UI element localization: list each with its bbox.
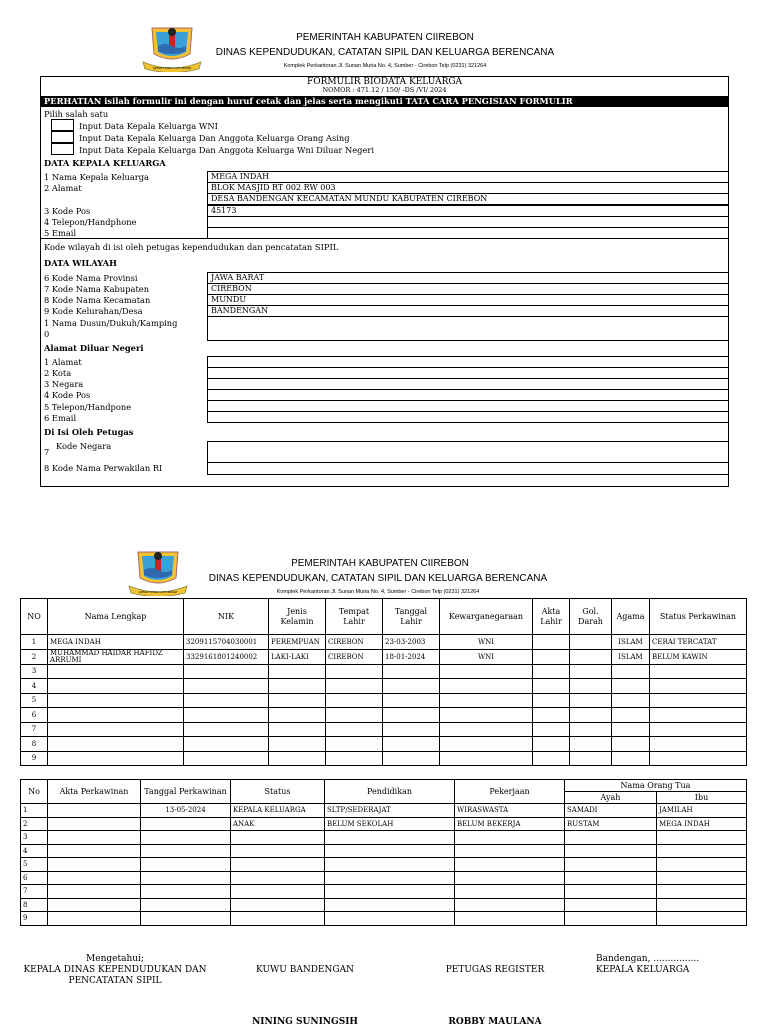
t2-cell[interactable] [325, 844, 455, 858]
t1-cell[interactable] [612, 708, 650, 723]
t1-cell[interactable] [440, 708, 533, 723]
t1-cell[interactable]: 4 [21, 679, 48, 694]
wilayah-section-title: DATA WILAYAH [44, 258, 117, 268]
t2-cell[interactable] [48, 817, 141, 831]
kuwu-name: NINING SUNINGSIH [252, 1017, 358, 1027]
regency-field[interactable]: CIREBON [207, 283, 729, 295]
t1-cell[interactable] [533, 722, 570, 737]
t1-cell[interactable] [269, 751, 326, 766]
table-row [21, 737, 747, 752]
t1-cell[interactable]: MEGA INDAH [48, 635, 184, 650]
t2-cell[interactable]: 1 [21, 804, 48, 818]
t1-cell[interactable] [269, 737, 326, 752]
svg-text:GEMAH RIPAH LOH JINAWI: GEMAH RIPAH LOH JINAWI [152, 66, 192, 70]
t1-cell[interactable]: BELUM KAWIN [650, 649, 747, 664]
t2-cell[interactable]: 9 [21, 912, 48, 926]
petugas-label-8: 8 Kode Nama Perwakilan RI [44, 463, 163, 473]
t1-cell[interactable] [570, 737, 612, 752]
t1-cell[interactable] [326, 737, 383, 752]
place-date-label: Bandengan, ................ [596, 954, 700, 964]
t2-cell[interactable] [231, 898, 325, 912]
luar-label-3: 3 Negara [44, 379, 84, 389]
form-number: NOMOR : 471.12 / 150/ -DS /VI/ 2024 [322, 86, 447, 94]
t2-cell[interactable]: RUSTAM [565, 817, 657, 831]
t1-cell[interactable]: WNI [440, 649, 533, 664]
t1-cell[interactable] [440, 722, 533, 737]
t1-cell[interactable] [440, 751, 533, 766]
t1-cell[interactable] [184, 751, 269, 766]
t2-head-ibu: Ibu [657, 792, 747, 804]
t1-cell[interactable] [269, 722, 326, 737]
district-field[interactable]: MUNDU [207, 294, 729, 306]
t2-cell[interactable]: SLTP/SEDERAJAT [325, 804, 455, 818]
kepala-dinas-label-1: KEPALA DINAS KEPENDUDUKAN DAN [23, 965, 207, 975]
t2-cell[interactable]: 2 [21, 817, 48, 831]
luar-label-1: 1 Alamat [44, 357, 82, 367]
t1-cell[interactable] [48, 664, 184, 679]
t2-head-ayah: Ayah [565, 792, 657, 804]
t2-cell[interactable] [455, 844, 565, 858]
t1-cell[interactable] [184, 722, 269, 737]
t1-cell[interactable] [48, 737, 184, 752]
table-row [21, 708, 747, 723]
t1-cell[interactable] [48, 722, 184, 737]
t1-cell[interactable] [269, 664, 326, 679]
table-row [21, 635, 747, 650]
table-row [21, 693, 747, 708]
t1-cell[interactable] [383, 708, 440, 723]
wilayah-label-8: 8 Kode Nama Kecamatan [44, 295, 151, 305]
t2-cell[interactable] [141, 912, 231, 926]
t1-cell[interactable] [533, 737, 570, 752]
t1-cell[interactable] [326, 664, 383, 679]
t1-cell[interactable] [440, 679, 533, 694]
t2-cell[interactable] [141, 831, 231, 845]
wilayah-label-6: 6 Kode Nama Provinsi [44, 273, 138, 283]
t2-cell[interactable] [565, 871, 657, 885]
kepala-label-5: 5 Email [44, 228, 77, 238]
t1-cell[interactable] [48, 693, 184, 708]
t2-cell[interactable] [657, 831, 747, 845]
t1-cell[interactable]: 3 [21, 664, 48, 679]
table-row [21, 885, 747, 899]
kepala-label-3: 3 Kode Pos [44, 206, 91, 216]
regency-logo-icon [139, 24, 205, 72]
t1-cell[interactable] [570, 635, 612, 650]
wilayah-label-10-suffix: 0 [44, 329, 50, 339]
t1-cell[interactable] [612, 693, 650, 708]
luar-label-5: 5 Telepon/Handpone [44, 402, 132, 412]
header-line3: Komplek Perkantoran Jl. Sunan Muria No. 4, Sumber - Cirebon Telp (0231) 321264 [283, 63, 487, 69]
t1-head-3: Jenis Kelamin [269, 599, 326, 635]
t1-cell[interactable] [326, 722, 383, 737]
t2-cell[interactable] [325, 858, 455, 872]
header2-line3: Komplek Perkantoran Jl. Sunan Muria No. 4, Sumber - Cirebon Telp (0231) 321264 [276, 589, 480, 595]
t2-cell[interactable] [325, 831, 455, 845]
t1-cell[interactable] [650, 708, 747, 723]
hamlet-field[interactable] [207, 316, 729, 341]
t1-cell[interactable] [612, 737, 650, 752]
t2-head-status: Status [231, 780, 325, 804]
t1-cell[interactable]: 7 [21, 722, 48, 737]
luar-label-2: 2 Kota [44, 368, 72, 378]
t2-cell[interactable]: WIRASWASTA [455, 804, 565, 818]
t2-cell[interactable] [48, 804, 141, 818]
t1-cell[interactable] [570, 708, 612, 723]
table-row [21, 817, 747, 831]
table-row [21, 831, 747, 845]
t2-cell[interactable] [48, 912, 141, 926]
t2-cell[interactable] [231, 871, 325, 885]
t1-cell[interactable] [326, 708, 383, 723]
t1-cell[interactable]: 23-03-2003 [383, 635, 440, 650]
t2-cell[interactable]: 3 [21, 831, 48, 845]
t1-cell[interactable] [440, 693, 533, 708]
t1-cell[interactable] [184, 679, 269, 694]
t1-cell[interactable] [383, 679, 440, 694]
kepala-postcode-field[interactable]: 45173 [207, 205, 729, 217]
t1-cell[interactable] [383, 693, 440, 708]
petugas-label-7-number: 7 [44, 447, 50, 457]
t1-head-7: Akta Lahir [533, 599, 570, 635]
kepala-address-field-1[interactable]: BLOK MASJID RT 002 RW 003 [207, 182, 729, 194]
t2-cell[interactable] [455, 898, 565, 912]
t2-cell[interactable] [455, 885, 565, 899]
t2-cell[interactable]: BELUM SEKOLAH [325, 817, 455, 831]
t2-cell[interactable]: JAMILAH [657, 804, 747, 818]
header2-line1: PEMERINTAH KABUPATEN CIIREBON [291, 558, 469, 569]
luar-section-title: Alamat Diluar Negeri [44, 343, 144, 353]
table-row [21, 844, 747, 858]
t2-cell[interactable] [657, 898, 747, 912]
t2-cell[interactable]: ANAK [231, 817, 325, 831]
t2-cell[interactable] [141, 858, 231, 872]
kepala-keluarga-label: KEPALA KELUARGA [596, 965, 690, 975]
t1-cell[interactable] [48, 708, 184, 723]
option-label-1: Input Data Kepala Keluarga WNI [79, 121, 218, 131]
t1-cell[interactable]: 18-01-2024 [383, 649, 440, 664]
kuwu-label: KUWU BANDENGAN [256, 965, 354, 975]
t1-cell[interactable] [650, 737, 747, 752]
t1-head-1: Nama Lengkap [48, 599, 184, 635]
t1-cell[interactable] [326, 751, 383, 766]
t1-cell[interactable] [650, 664, 747, 679]
t2-cell[interactable] [657, 844, 747, 858]
petugas-name: ROBBY MAULANA [448, 1017, 542, 1027]
t2-cell[interactable] [455, 912, 565, 926]
t1-cell[interactable]: WNI [440, 635, 533, 650]
t1-cell[interactable] [612, 722, 650, 737]
t2-head-orang-tua: Nama Orang Tua [565, 780, 747, 792]
t1-cell[interactable]: MUHAMMAD HAIDAR HAFIDZ ARRUMI [48, 649, 184, 664]
t1-cell[interactable] [269, 693, 326, 708]
t1-cell[interactable] [612, 664, 650, 679]
t2-cell[interactable] [48, 831, 141, 845]
t1-cell[interactable]: 3209115704030001 [184, 635, 269, 650]
t1-cell[interactable] [570, 649, 612, 664]
t1-cell[interactable] [383, 722, 440, 737]
t1-cell[interactable] [650, 751, 747, 766]
t1-head-2: NIK [184, 599, 269, 635]
t1-cell[interactable] [533, 635, 570, 650]
t1-cell[interactable]: 9 [21, 751, 48, 766]
t1-head-0: NO [21, 599, 48, 635]
t2-cell[interactable]: 7 [21, 885, 48, 899]
representative-code-field[interactable] [207, 462, 729, 475]
t2-head-pendidikan: Pendidikan [325, 780, 455, 804]
t1-cell[interactable] [440, 664, 533, 679]
family-members-table [20, 598, 747, 766]
t1-cell[interactable] [612, 679, 650, 694]
header-line2: DINAS KEPENDUDUKAN, CATATAN SIPIL DAN KELUARGA BERENCANA [215, 47, 555, 58]
t2-cell[interactable] [455, 858, 565, 872]
notice-bar: PERHATIAN isilah formulir ini dengan huruf cetak dan jelas serta mengikuti TATA CARA PENGISIAN FORMULIR [40, 96, 729, 107]
t1-cell[interactable]: 3329161801240002 [184, 649, 269, 664]
table2-header-row [21, 780, 747, 792]
table-row [21, 858, 747, 872]
t2-cell[interactable] [325, 898, 455, 912]
t1-cell[interactable] [570, 679, 612, 694]
t1-cell[interactable]: 1 [21, 635, 48, 650]
t2-cell[interactable]: 4 [21, 844, 48, 858]
wilayah-label-10: 1 Nama Dusun/Dukuh/Kamping [44, 318, 178, 328]
t1-cell[interactable]: ISLAM [612, 649, 650, 664]
table-row [21, 871, 747, 885]
t1-cell[interactable] [533, 693, 570, 708]
t2-cell[interactable] [325, 871, 455, 885]
table-row [21, 649, 747, 664]
t2-cell[interactable]: BELUM BEKERJA [455, 817, 565, 831]
t1-cell[interactable] [48, 679, 184, 694]
t2-cell[interactable] [141, 844, 231, 858]
t2-cell[interactable] [48, 844, 141, 858]
table-row [21, 722, 747, 737]
t2-cell[interactable] [48, 898, 141, 912]
t2-cell[interactable] [231, 912, 325, 926]
kepala-label-1: 1 Nama Kepala Keluarga [44, 172, 150, 182]
t2-cell[interactable] [565, 844, 657, 858]
t2-head-akta: Akta Perkawinan [48, 780, 141, 804]
petugas-register-label: PETUGAS REGISTER [445, 965, 545, 975]
option-label-3: Input Data Kepala Keluarga Dan Anggota Keluarga Wni Diluar Negeri [79, 145, 375, 155]
mengetahui-label: Mengetahui; [86, 954, 144, 964]
t1-head-4: Tempat Lahir [326, 599, 383, 635]
table-row [21, 804, 747, 818]
regency-logo-icon-2 [125, 548, 191, 596]
t1-cell[interactable]: 2 [21, 649, 48, 664]
t1-cell[interactable] [184, 693, 269, 708]
t2-cell[interactable] [141, 871, 231, 885]
t2-cell[interactable] [141, 885, 231, 899]
t2-cell[interactable] [48, 858, 141, 872]
t1-cell[interactable] [570, 693, 612, 708]
t1-cell[interactable] [326, 679, 383, 694]
t1-head-10: Status Perkawinan [650, 599, 747, 635]
t1-cell[interactable]: 5 [21, 693, 48, 708]
t2-cell[interactable] [565, 831, 657, 845]
table-row [21, 898, 747, 912]
luar-email-field[interactable] [207, 411, 729, 423]
t1-cell[interactable] [533, 679, 570, 694]
t2-cell[interactable] [141, 898, 231, 912]
t1-cell[interactable] [650, 679, 747, 694]
t1-cell[interactable]: CERAI TERCATAT [650, 635, 747, 650]
t2-cell[interactable] [48, 871, 141, 885]
option-label-2: Input Data Kepala Keluarga Dan Anggota Keluarga Orang Asing [79, 133, 350, 143]
option-checkbox-3[interactable] [51, 143, 74, 155]
luar-label-6: 6 Email [44, 413, 77, 423]
wilayah-label-7: 7 Kode Nama Kabupaten [44, 284, 150, 294]
t2-head-pekerjaan: Pekerjaan [455, 780, 565, 804]
t2-cell[interactable]: KEPALA KELUARGA [231, 804, 325, 818]
option-checkbox-1[interactable] [51, 119, 74, 131]
t2-cell[interactable] [565, 885, 657, 899]
table1-header-row [21, 599, 747, 635]
kepala-label-4: 4 Telepon/Handphone [44, 217, 137, 227]
country-code-field[interactable] [207, 441, 729, 463]
header2-line2: DINAS KEPENDUDUKAN, CATATAN SIPIL DAN KELUARGA BERENCANA [208, 573, 548, 584]
t1-cell[interactable]: ISLAM [612, 635, 650, 650]
t2-cell[interactable]: SAMADI [565, 804, 657, 818]
t2-cell[interactable] [231, 885, 325, 899]
kepala-label-2: 2 Alamat [44, 183, 82, 193]
t1-cell[interactable] [533, 664, 570, 679]
t1-cell[interactable]: PEREMPUAN [269, 635, 326, 650]
t1-cell[interactable] [383, 751, 440, 766]
t2-cell[interactable]: 8 [21, 898, 48, 912]
t1-cell[interactable] [269, 679, 326, 694]
t1-cell[interactable] [612, 751, 650, 766]
option-checkbox-2[interactable] [51, 131, 74, 143]
kode-note: Kode wilayah di isi oleh petugas kependudukan dan pencatatan SIPIL [44, 242, 339, 252]
form-title: FORMULIR BIODATA KELUARGA [306, 77, 463, 87]
t1-cell[interactable] [570, 722, 612, 737]
t2-cell[interactable] [231, 831, 325, 845]
petugas-section-title: Di Isi Oleh Petugas [44, 427, 134, 437]
t1-cell[interactable] [326, 693, 383, 708]
t1-cell[interactable] [533, 708, 570, 723]
t2-cell[interactable] [231, 858, 325, 872]
t1-cell[interactable] [269, 708, 326, 723]
t2-cell[interactable] [657, 871, 747, 885]
t2-cell[interactable] [657, 858, 747, 872]
t2-cell[interactable] [231, 844, 325, 858]
t1-head-9: Agama [612, 599, 650, 635]
t1-cell[interactable] [383, 664, 440, 679]
t1-cell[interactable] [184, 737, 269, 752]
kepala-name-field[interactable]: MEGA INDAH [207, 171, 729, 183]
table-row [21, 679, 747, 694]
t2-cell[interactable] [455, 831, 565, 845]
t2-cell[interactable] [657, 885, 747, 899]
kepala-address-field-2[interactable]: DESA BANDENGAN KECAMATAN MUNDU KABUPATEN CIREBON [207, 193, 729, 205]
province-field[interactable]: JAWA BARAT [207, 272, 729, 284]
t2-cell[interactable] [455, 871, 565, 885]
t1-cell[interactable] [570, 751, 612, 766]
svg-text:GEMAH RIPAH LOH JINAWI: GEMAH RIPAH LOH JINAWI [138, 590, 178, 594]
t2-cell[interactable] [565, 898, 657, 912]
t1-head-6: Kewarganegaraan [440, 599, 533, 635]
t1-cell[interactable] [48, 751, 184, 766]
village-field[interactable]: BANDENGAN [207, 305, 729, 317]
t1-cell[interactable] [184, 664, 269, 679]
t1-cell[interactable]: CIREBON [326, 635, 383, 650]
t1-cell[interactable]: LAKI-LAKI [269, 649, 326, 664]
t1-cell[interactable] [184, 708, 269, 723]
t2-cell[interactable]: 13-05-2024 [141, 804, 231, 818]
t1-cell[interactable]: 6 [21, 708, 48, 723]
t1-head-8: Gol. Darah [570, 599, 612, 635]
header-line1: PEMERINTAH KABUPATEN CIIREBON [296, 32, 474, 43]
t2-cell[interactable] [48, 885, 141, 899]
table-row [21, 751, 747, 766]
t2-head-tanggal: Tanggal Perkawinan [141, 780, 231, 804]
t2-cell[interactable]: MEGA INDAH [657, 817, 747, 831]
t1-head-5: Tanggal Lahir [383, 599, 440, 635]
t2-cell[interactable] [141, 817, 231, 831]
t1-cell[interactable] [650, 693, 747, 708]
t1-cell[interactable] [440, 737, 533, 752]
wilayah-label-9: 9 Kode Kelurahan/Desa [44, 306, 143, 316]
t1-cell[interactable] [383, 737, 440, 752]
kepala-section-title: DATA KEPALA KELUARGA [44, 158, 166, 168]
t1-cell[interactable]: CIREBON [326, 649, 383, 664]
t2-cell[interactable]: 6 [21, 871, 48, 885]
t1-cell[interactable] [570, 664, 612, 679]
t1-cell[interactable] [533, 649, 570, 664]
t2-cell[interactable] [565, 858, 657, 872]
choose-label: Pilih salah satu [44, 109, 109, 119]
table-row [21, 912, 747, 926]
family-details-table [20, 779, 747, 926]
t1-cell[interactable] [650, 722, 747, 737]
t2-cell[interactable]: 5 [21, 858, 48, 872]
kepala-dinas-label-2: PENCATATAN SIPIL [68, 976, 162, 986]
t2-cell[interactable] [325, 912, 455, 926]
petugas-label-7: Kode Negara [56, 441, 112, 451]
luar-label-4: 4 Kode Pos [44, 390, 91, 400]
table-row [21, 664, 747, 679]
t2-cell[interactable] [657, 912, 747, 926]
t1-cell[interactable] [533, 751, 570, 766]
t2-cell[interactable] [325, 885, 455, 899]
t2-cell[interactable] [565, 912, 657, 926]
t1-cell[interactable]: 8 [21, 737, 48, 752]
t2-head-no: No [21, 780, 48, 804]
divider [40, 238, 729, 239]
